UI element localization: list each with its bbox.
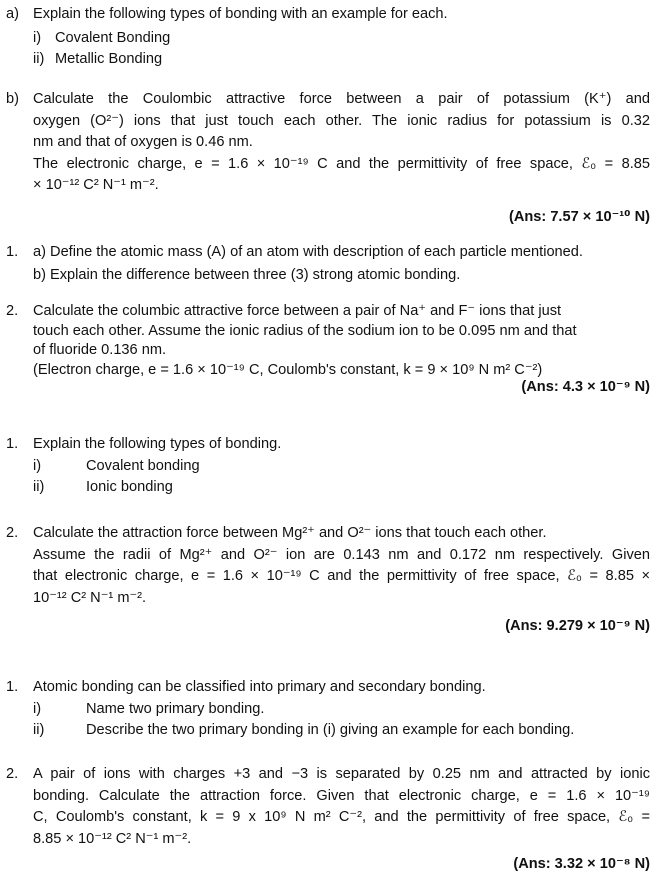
answer: (Ans: 9.279 × 10⁻⁹ N): [505, 618, 650, 634]
list-item-label: ii): [33, 722, 45, 738]
answer: (Ans: 7.57 × 10⁻¹⁰ N): [508, 208, 650, 225]
question-b: [0, 90, 654, 227]
question-line: A pair of ions with charges +3 and −3 is separated by 0.25 nm and attracted by ionic: [33, 766, 650, 782]
question-line: bonding. Calculate the attraction force. Given that electronic charge, e = 1.6 × 10⁻¹⁹: [33, 787, 650, 804]
list-item-text: Describe the two primary bonding in (i) giving an example for each bonding.: [86, 722, 575, 738]
question-line: C, Coulomb's constant, k = 9 x 10⁹ N m² C⁻², and the permittivity of free space, ℰ₀ =: [33, 809, 650, 825]
question-number: 2.: [6, 525, 19, 541]
question-b-line: × 10⁻¹² C² N⁻¹ m⁻².: [33, 177, 159, 193]
question-b-line: nm and that of oxygen is 0.46 nm.: [33, 134, 253, 150]
question-label-a: a): [6, 6, 19, 22]
question-number: 1.: [6, 244, 19, 260]
question-line: Calculate the columbic attractive force between a pair of Na⁺ and F⁻ ions that just: [33, 303, 562, 319]
question-line: of fluoride 0.136 nm.: [33, 342, 167, 358]
list-item-text: Covalent bonding: [86, 457, 200, 474]
question-text: Atomic bonding can be classified into primary and secondary bonding.: [33, 679, 486, 695]
list-item-label: i): [33, 700, 42, 717]
question-line: Assume the radii of Mg²⁺ and O²⁻ ion are 0.143 nm and 0.172 nm respectively. Given: [33, 546, 650, 563]
question-line: 10⁻¹² C² N⁻¹ m⁻².: [33, 589, 147, 606]
question-b-line: The electronic charge, e = 1.6 × 10⁻¹⁹ C and the permittivity of free space, ℰ₀ = 8.85: [33, 155, 650, 172]
question-line: touch each other. Assume the ionic radius of the sodium ion to be 0.095 nm and that: [33, 322, 577, 339]
section-3-q2: [0, 524, 654, 637]
list-item-label: ii): [33, 51, 45, 67]
list-item-label: i): [33, 29, 42, 46]
list-item-text: Name two primary bonding.: [86, 700, 265, 717]
question-line: (Electron charge, e = 1.6 × 10⁻¹⁹ C, Coulomb's constant, k = 9 × 10⁹ N m² C⁻²): [33, 361, 543, 378]
question-text: Explain the following types of bonding.: [33, 436, 282, 452]
answer: (Ans: 3.32 × 10⁻⁸ N): [513, 856, 650, 872]
question-a-text: Explain the following types of bonding with an example for each.: [33, 6, 448, 22]
section-2: [0, 243, 654, 285]
list-item-text: Metallic Bonding: [55, 51, 163, 67]
question-line: Calculate the attraction force between Mg²⁺ and O²⁻ ions that touch each other.: [33, 525, 547, 541]
answer: (Ans: 4.3 × 10⁻⁹ N): [521, 379, 650, 395]
question-b-line: Calculate the Coulombic attractive force between a pair of potassium (K⁺) and: [33, 91, 650, 107]
section-2-q2: [0, 302, 654, 398]
question-label-b: b): [6, 91, 19, 107]
list-item-text: Covalent Bonding: [55, 29, 171, 46]
section-4-q2: [0, 765, 654, 875]
question-number: 2.: [6, 766, 19, 782]
question-part-b: b) Explain the difference between three (3) strong atomic bonding.: [33, 266, 461, 283]
question-line: 8.85 × 10⁻¹² C² N⁻¹ m⁻².: [33, 830, 192, 847]
section-3: [0, 435, 654, 498]
list-item-label: i): [33, 457, 42, 474]
question-number: 2.: [6, 303, 19, 319]
list-item-text: Ionic bonding: [86, 479, 173, 495]
question-b-line: oxygen (O²⁻) ions that just touch each other. The ionic radius for potassium is 0.32: [33, 112, 650, 129]
question-part-a: a) Define the atomic mass (A) of an atom with description of each particle mentioned.: [33, 244, 583, 260]
question-line: that electronic charge, e = 1.6 × 10⁻¹⁹ C and the permittivity of free space, ℰ₀ = 8.85 ×: [33, 568, 650, 584]
section-1: [0, 5, 654, 70]
section-4: [0, 678, 654, 741]
question-number: 1.: [6, 679, 19, 695]
question-number: 1.: [6, 436, 19, 452]
list-item-label: ii): [33, 479, 45, 495]
